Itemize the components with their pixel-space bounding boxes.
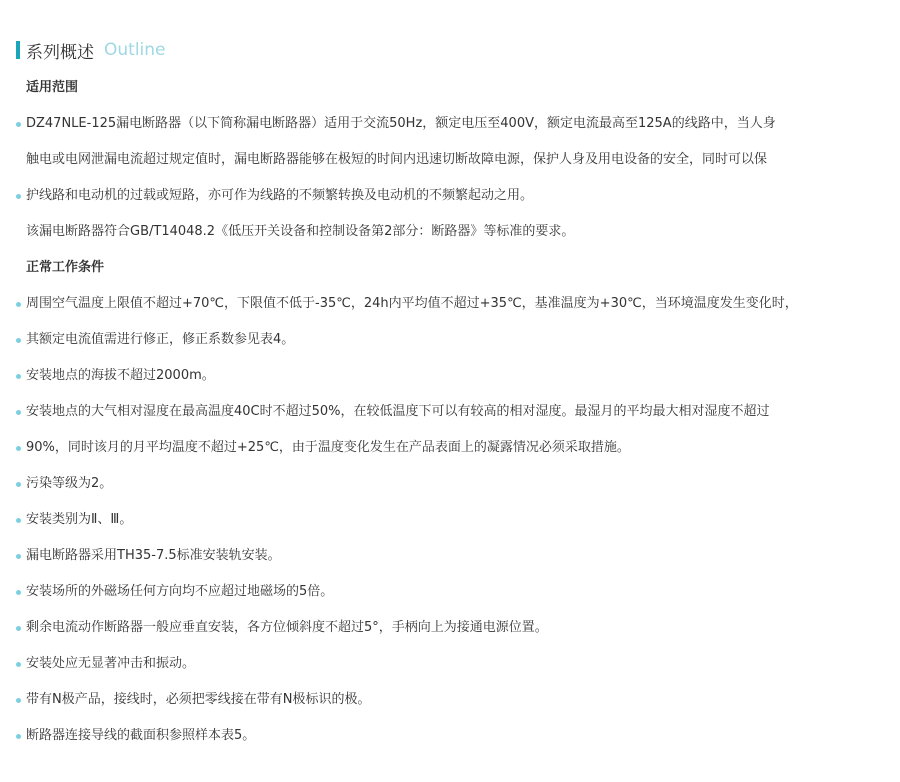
line-text: DZ47NLE-125漏电断路器（以下简称漏电断路器）适用于交流50Hz，额定电压至400V，额定电流最高至125A的线路中，当人身 (26, 116, 776, 131)
paragraph-line (16, 394, 886, 430)
paragraph-line (16, 178, 886, 214)
line-text: 周围空气温度上限值不超过+70℃，下限值不低于-35℃，24h内平均值不超过+35℃，基准温度为+30℃，当环境温度发生变化时， (26, 296, 798, 311)
bullet-dot-icon (16, 698, 21, 703)
paragraph-line (16, 466, 886, 502)
bullet-dot-icon (16, 554, 21, 559)
line-text: 漏电断路器采用TH35-7.5标准安装轨安装。 (26, 548, 281, 563)
outline-content (16, 70, 886, 754)
line-text: 该漏电断路器符合GB/T14048.2《低压开关设备和控制设备第2部分：断路器》等标准的要求。 (26, 224, 575, 239)
paragraph-line (16, 682, 886, 718)
bullet-dot-icon (16, 446, 21, 451)
bullet-dot-icon (16, 734, 21, 739)
line-text: 安装地点的大气相对湿度在最高温度40C时不超过50%，在较低温度下可以有较高的相对湿度。最湿月的平均最大相对湿度不超过 (26, 404, 770, 419)
line-text: 污染等级为2。 (26, 476, 113, 491)
bullet-dot-icon (16, 122, 21, 127)
section-header (16, 38, 166, 62)
heading-text: 正常工作条件 (26, 260, 105, 275)
line-text: 安装地点的海拔不超过2000m。 (26, 368, 215, 383)
paragraph-line (16, 502, 886, 538)
paragraph-line (16, 430, 886, 466)
line-text: 安装类别为Ⅱ、Ⅲ。 (26, 512, 133, 527)
paragraph-line (16, 214, 886, 250)
bullet-dot-icon (16, 302, 21, 307)
line-text: 带有N极产品，接线时，必须把零线接在带有N极标识的极。 (26, 692, 371, 707)
bullet-dot-icon (16, 626, 21, 631)
bullet-dot-icon (16, 518, 21, 523)
paragraph-line (16, 322, 886, 358)
header-bar-icon (16, 41, 20, 59)
paragraph-line (16, 358, 886, 394)
line-text: 剩余电流动作断路器一般应垂直安装，各方位倾斜度不超过5°，手柄向上为接通电源位置。 (26, 620, 548, 635)
paragraph-line (16, 538, 886, 574)
section-title: 系列概述 (26, 42, 94, 63)
line-text: 断路器连接导线的截面积参照样本表5。 (26, 728, 256, 743)
bullet-dot-icon (16, 374, 21, 379)
line-text: 安装场所的外磁场任何方向均不应超过地磁场的5倍。 (26, 584, 334, 599)
line-text: 90%，同时该月的月平均温度不超过+25℃，由于温度变化发生在产品表面上的凝露情况必须采取措施。 (26, 440, 630, 455)
paragraph-line (16, 286, 886, 322)
bullet-dot-icon (16, 482, 21, 487)
section-heading (16, 250, 886, 286)
line-text: 安装处应无显著冲击和振动。 (26, 656, 196, 671)
section-subtitle: Outline (104, 40, 166, 60)
bullet-dot-icon (16, 410, 21, 415)
line-text: 触电或电网泄漏电流超过规定值时，漏电断路器能够在极短的时间内迅速切断故障电源，保护人身及用电设备的安全，同时可以保 (26, 152, 768, 167)
heading-text: 适用范围 (26, 80, 79, 95)
bullet-dot-icon (16, 338, 21, 343)
paragraph-line (16, 106, 886, 142)
line-text: 护线路和电动机的过载或短路，亦可作为线路的不频繁转换及电动机的不频繁起动之用。 (26, 188, 534, 203)
paragraph-line (16, 610, 886, 646)
section-heading (16, 70, 886, 106)
paragraph-line (16, 646, 886, 682)
paragraph-line (16, 574, 886, 610)
bullet-dot-icon (16, 662, 21, 667)
line-text: 其额定电流值需进行修正，修正系数参见表4。 (26, 332, 295, 347)
paragraph-line (16, 718, 886, 754)
bullet-dot-icon (16, 194, 21, 199)
bullet-dot-icon (16, 590, 21, 595)
paragraph-line (16, 142, 886, 178)
